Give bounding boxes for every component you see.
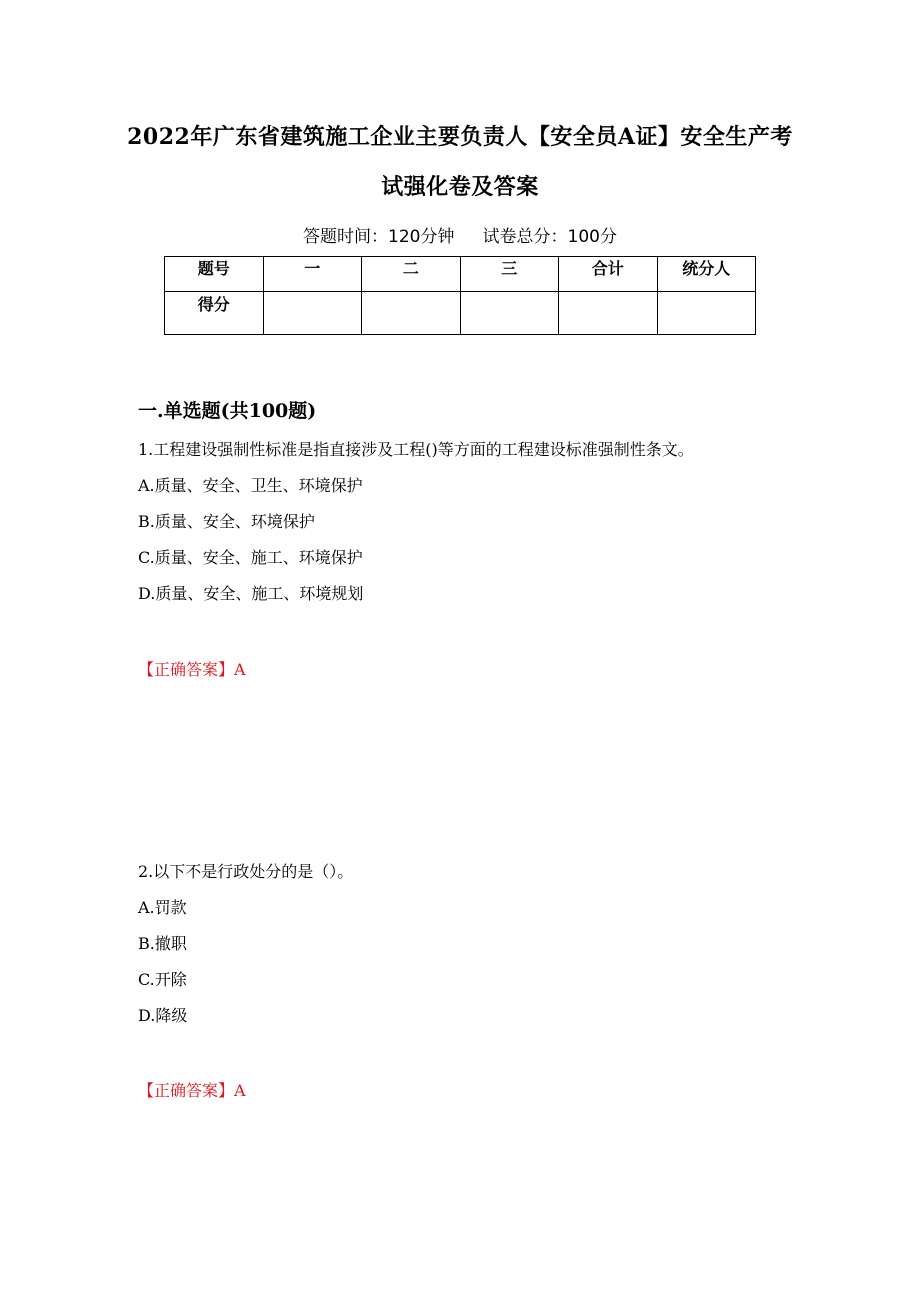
- score-cell: [657, 292, 756, 335]
- question-option: A.质量、安全、卫生、环境保护: [138, 476, 363, 495]
- score-row-label: 得分: [165, 292, 264, 335]
- score-table: [164, 256, 756, 335]
- exam-title-line-1: 2022年广东省建筑施工企业主要负责人【安全员A证】安全生产考: [127, 124, 793, 150]
- score-table-header-row: [165, 257, 756, 292]
- question-option: B.撤职: [138, 934, 187, 953]
- score-header-cell: 合计: [559, 257, 658, 292]
- question-option: C.开除: [138, 970, 187, 989]
- score-header-cell: 一: [263, 257, 362, 292]
- exam-meta: [0, 222, 920, 247]
- question-option: C.质量、安全、施工、环境保护: [138, 548, 363, 567]
- score-cell: [559, 292, 658, 335]
- question-1-answer: 【正确答案】A: [138, 660, 246, 679]
- score-cell: [460, 292, 559, 335]
- score-header-cell: 题号: [165, 257, 264, 292]
- score-cell: [362, 292, 461, 335]
- question-option: D.降级: [138, 1006, 188, 1025]
- question-2-answer: 【正确答案】A: [138, 1081, 246, 1100]
- score-table-score-row: [165, 292, 756, 335]
- question-2: [138, 854, 353, 1034]
- question-option: D.质量、安全、施工、环境规划: [138, 584, 364, 603]
- score-cell: [263, 292, 362, 335]
- exam-title-line-2: 试强化卷及答案: [381, 174, 539, 200]
- exam-time: 答题时间：120分钟: [303, 227, 455, 247]
- section-title: 一.单选题(共100题): [138, 400, 317, 422]
- score-header-cell: 三: [460, 257, 559, 292]
- question-option: B.质量、安全、环境保护: [138, 512, 315, 531]
- question-stem: 2.以下不是行政处分的是（）。: [138, 862, 354, 881]
- question-1: [138, 432, 694, 612]
- exam-total-score: 试卷总分：100分: [482, 227, 617, 247]
- question-option: A.罚款: [138, 898, 187, 917]
- question-stem: 1.工程建设强制性标准是指直接涉及工程()等方面的工程建设标准强制性条文。: [138, 440, 694, 459]
- score-header-cell: 二: [362, 257, 461, 292]
- score-header-cell: 统分人: [657, 257, 756, 292]
